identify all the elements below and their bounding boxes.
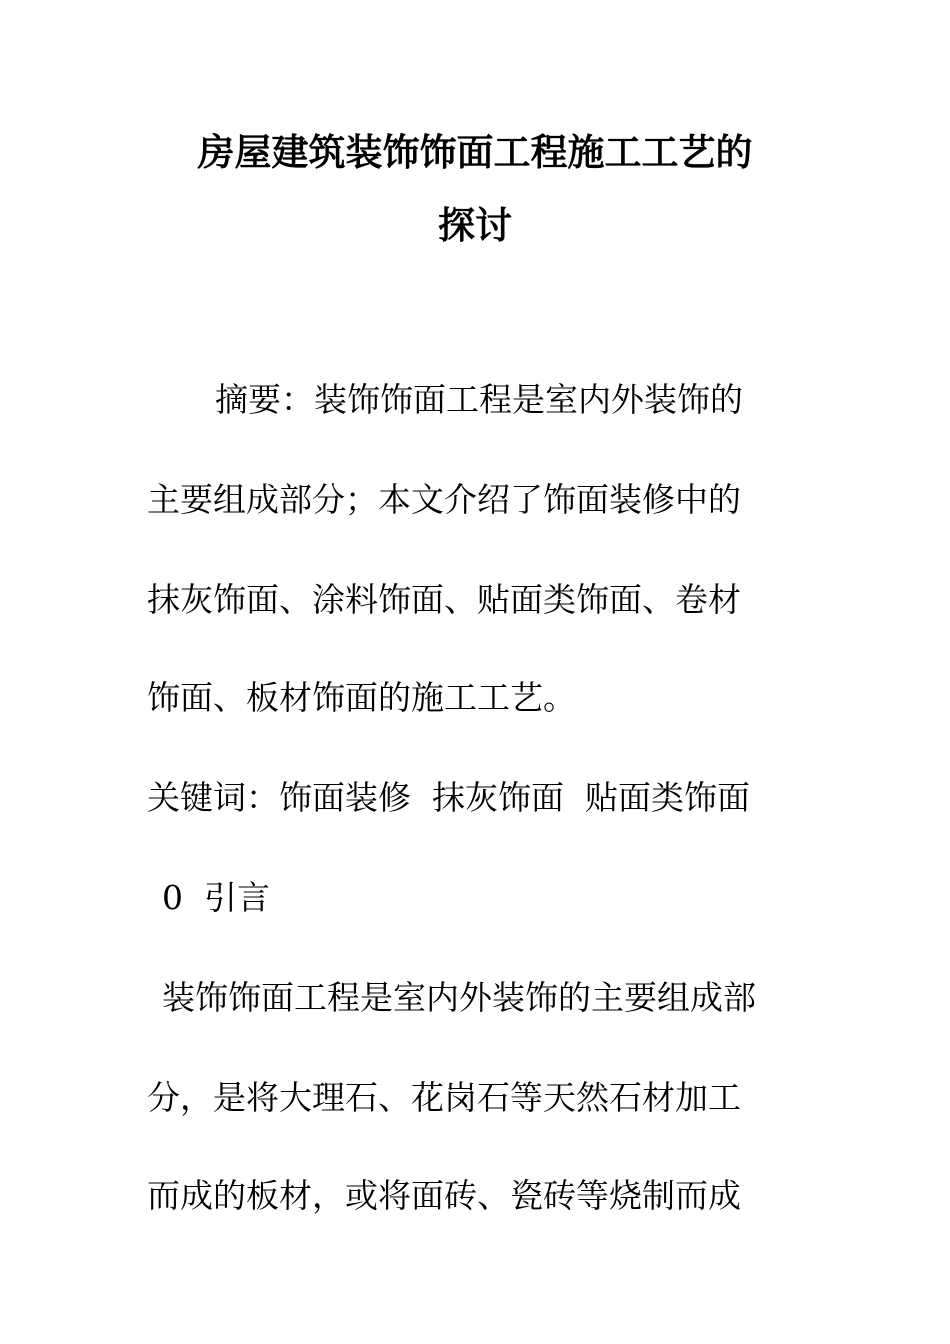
abstract-line-1: 摘要：装饰饰面工程是室内外装饰的 bbox=[215, 380, 743, 419]
section-heading: 0 引言 bbox=[162, 878, 270, 917]
document-title-line-1: 房屋建筑装饰饰面工程施工工艺的 bbox=[197, 130, 753, 174]
abstract-line-4: 饰面、板材饰面的施工工艺。 bbox=[147, 678, 576, 717]
keywords-line: 关键词：饰面装修 抹灰饰面 贴面类饰面 bbox=[147, 778, 750, 817]
body-line-1: 装饰饰面工程是室内外装饰的主要组成部 bbox=[162, 978, 756, 1017]
abstract-line-2: 主要组成部分；本文介绍了饰面装修中的 bbox=[147, 480, 741, 519]
abstract-line-3: 抹灰饰面、涂料饰面、贴面类饰面、卷材 bbox=[147, 580, 741, 619]
body-line-3: 而成的板材，或将面砖、瓷砖等烧制而成 bbox=[147, 1176, 741, 1215]
body-line-2: 分，是将大理石、花岗石等天然石材加工 bbox=[147, 1078, 741, 1117]
document-title-line-2: 探讨 bbox=[438, 203, 512, 247]
